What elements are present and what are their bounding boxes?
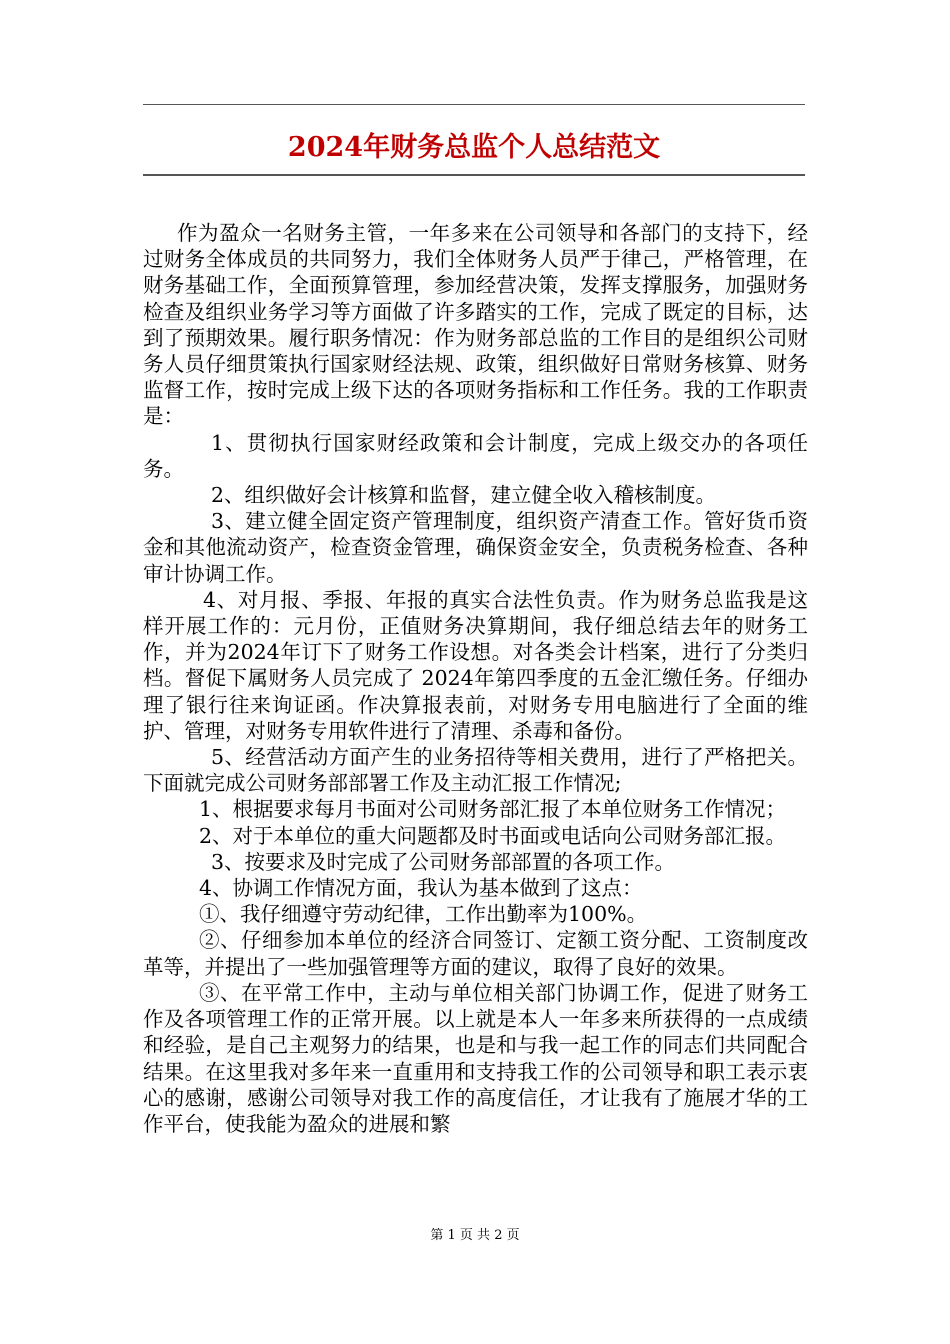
body-paragraph: ①、我仔细遵守劳动纪律，工作出勤率为100%。 [199, 902, 648, 927]
body-paragraph: 4、协调工作情况方面，我认为基本做到了这点： [199, 876, 643, 901]
page-footer: 第 1 页 共 2 页 [430, 1228, 520, 1243]
body-paragraph: 4、对月报、季报、年报的真实合法性负责。作为财务总监我是这样开展工作的：元月份，正值财务决算期间，我仔细总结去年的财务工作，并为2024年订下了财务工作设想。对各类会计档案，进行了分类归档。督促下属财务人员完成了 2024年第四季度的五金汇缴任务。仔细办理了银行往来询证函。作决算报表前，对财务专用电脑进行了全面的维护、管理，对财务专用软件进行了清理、杀毒和备份。 [143, 587, 808, 743]
body-paragraph: 2、组织做好会计核算和监督，建立健全收入稽核制度。 [211, 483, 717, 508]
body-paragraph: 3、建立健全固定资产管理制度，组织资产清查工作。管好货币资金和其他流动资产，检查资金管理，确保资金安全，负责税务检查、各种审计协调工作。 [143, 509, 808, 586]
body-paragraph: 5、经营活动方面产生的业务招待等相关费用，进行了严格把关。下面就完成公司财务部部署工作及主动汇报工作情况; [143, 745, 808, 796]
body-paragraph: ②、仔细参加本单位的经济合同签订、定额工资分配、工资制度改革等，并提出了一些加强管理等方面的建议，取得了良好的效果。 [143, 928, 808, 979]
header-rule-top [143, 104, 805, 105]
body-paragraph: 作为盈众一名财务主管，一年多来在公司领导和各部门的支持下，经过财务全体成员的共同努力，我们全体财务人员严于律己，严格管理，在财务基础工作，全面预算管理，参加经营决策，发挥支撑服务，加强财务检查及组织业务学习等方面做了许多踏实的工作，完成了既定的目标，达到了预期效果。履行职务情况：作为财务部总监的工作目的是组织公司财务人员仔细贯策执行国家财经法规、政策，组织做好日常财务核算、财务监督工作，按时完成上级下达的各项财务指标和工作任务。我的工作职责是： [143, 221, 808, 429]
document-body [143, 220, 808, 1137]
body-paragraph: 1、根据要求每月书面对公司财务部汇报了本单位财务工作情况； [199, 797, 787, 822]
body-paragraph: 3、按要求及时完成了公司财务部部置的各项工作。 [211, 849, 676, 874]
header-rule-bottom [143, 174, 805, 176]
body-paragraph: 2、对于本单位的重大问题都及时书面或电话向公司财务部汇报。 [199, 823, 787, 848]
document-title: 2024年财务总监个人总结范文 [287, 132, 661, 163]
body-paragraph: 1、贯彻执行国家财经政策和会计制度，完成上级交办的各项任务。 [143, 430, 808, 481]
body-paragraph: ③、在平常工作中，主动与单位相关部门协调工作，促进了财务工作及各项管理工作的正常开展。以上就是本人一年多来所获得的一点成绩和经验，是自己主观努力的结果，也是和与我一起工作的同志们共同配合结果。在这里我对多年来一直重用和支持我工作的公司领导和职工表示衷心的感谢，感谢公司领导对我工作的高度信任，才让我有了施展才华的工作平台，使我能为盈众的进展和繁 [143, 980, 808, 1136]
